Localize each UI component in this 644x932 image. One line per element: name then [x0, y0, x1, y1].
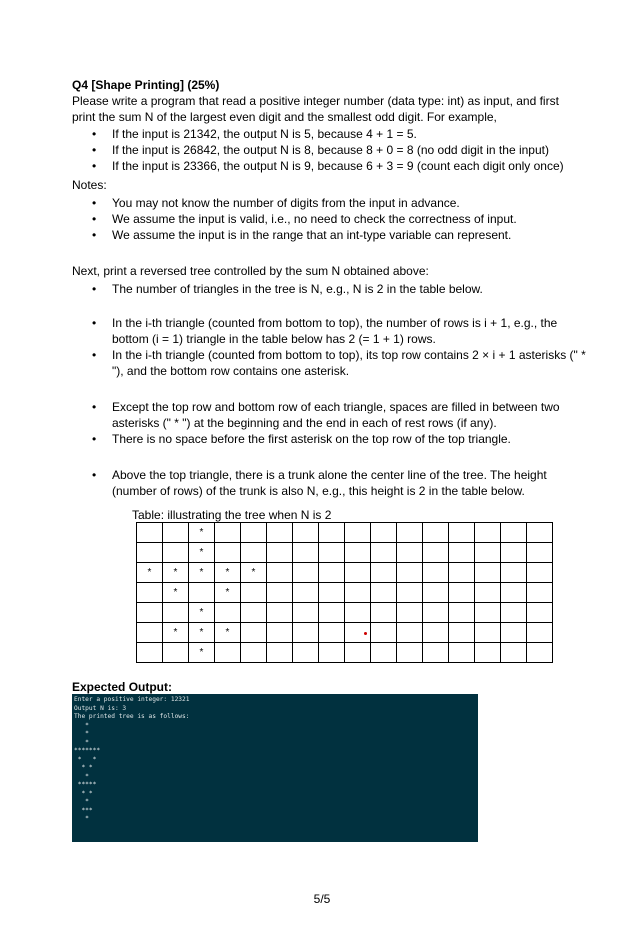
table-cell	[137, 523, 163, 543]
table-cell	[345, 563, 371, 583]
table-cell	[501, 643, 527, 663]
table-row	[137, 543, 553, 563]
table-cell	[319, 543, 345, 563]
intro-line-1: Please write a program that read a positive integer number (data type: int) as input, and first	[72, 94, 559, 108]
list-item: • If the input is 21342, the output N is 5, because 4 + 1 = 5.	[72, 126, 592, 142]
table-cell	[163, 523, 189, 543]
table-row	[137, 563, 553, 583]
terminal-line: *******	[74, 747, 101, 754]
terminal-line: ***	[74, 806, 93, 814]
table-cell	[137, 603, 163, 623]
table-cell	[371, 523, 397, 543]
table-cell	[527, 523, 553, 543]
table-cell	[449, 623, 475, 643]
table-cell	[267, 583, 293, 603]
table-row	[137, 643, 553, 663]
list-item: • If the input is 26842, the output N is 8, because 8 + 0 = 8 (no odd digit in the input)	[72, 142, 592, 158]
table-cell	[449, 583, 475, 603]
table-cell	[241, 583, 267, 603]
table-cell	[215, 643, 241, 663]
tree-rules-b	[72, 315, 592, 379]
table-cell	[527, 583, 553, 603]
table-cell	[215, 543, 241, 563]
list-item: • You may not know the number of digits from the input in advance.	[72, 195, 592, 211]
table-cell	[397, 543, 423, 563]
notes-label: Notes:	[72, 178, 107, 192]
table-cell	[423, 643, 449, 663]
table-cell	[423, 543, 449, 563]
tree-table	[136, 522, 553, 663]
table-cell: *	[215, 623, 241, 643]
table-row	[137, 623, 553, 643]
terminal-line: *	[74, 721, 89, 729]
list-item: • There is no space before the first asterisk on the top row of the top triangle.	[72, 431, 592, 447]
table-cell	[527, 563, 553, 583]
terminal-line: Output N is: 3	[74, 704, 127, 712]
table-cell	[189, 583, 215, 603]
table-cell	[293, 643, 319, 663]
table-cell	[241, 643, 267, 663]
table-cell	[215, 523, 241, 543]
table-cell: *	[189, 543, 215, 563]
list-item: • Except the top row and bottom row of each triangle, spaces are filled in between two asterisks (" * ") at the beginning and the end in each of rest rows (if any).	[72, 399, 592, 431]
table-cell: *	[215, 583, 241, 603]
table-cell	[345, 523, 371, 543]
notes-list	[72, 195, 592, 243]
intro-paragraph	[72, 93, 592, 125]
table-cell	[241, 623, 267, 643]
table-cell	[501, 623, 527, 643]
table-cell	[319, 583, 345, 603]
table-cell	[137, 543, 163, 563]
terminal-line: *	[74, 772, 89, 780]
table-cell	[267, 603, 293, 623]
list-item: • In the i-th triangle (counted from bottom to top), the number of rows is i + 1, e.g., the bottom (i = 1) triangle in the table below has 2 (= 1 + 1) rows.	[72, 315, 592, 347]
table-cell	[293, 523, 319, 543]
table-cell	[397, 603, 423, 623]
table-caption: Table: illustrating the tree when N is 2	[132, 508, 332, 522]
table-cell	[345, 643, 371, 663]
table-cell: *	[189, 643, 215, 663]
table-cell	[319, 563, 345, 583]
table-cell	[475, 583, 501, 603]
table-cell	[397, 643, 423, 663]
table-cell	[345, 603, 371, 623]
table-cell	[501, 603, 527, 623]
list-item: • We assume the input is in the range that an int-type variable can represent.	[72, 227, 592, 243]
table-cell	[475, 563, 501, 583]
terminal-line: *	[74, 738, 89, 746]
terminal-line: *****	[74, 781, 97, 788]
table-cell	[423, 603, 449, 623]
table-cell	[215, 603, 241, 623]
table-row	[137, 523, 553, 543]
table-cell: *	[215, 563, 241, 583]
table-cell	[267, 643, 293, 663]
table-cell	[475, 543, 501, 563]
tree-rules-a	[72, 281, 592, 297]
table-cell	[371, 603, 397, 623]
table-cell	[319, 603, 345, 623]
table-cell: *	[189, 523, 215, 543]
table-cell	[319, 643, 345, 663]
table-cell	[423, 583, 449, 603]
list-item: • Above the top triangle, there is a trunk alone the center line of the tree. The height (number of rows) of the trunk is also N, e.g., this height is 2 in the table below.	[72, 467, 592, 499]
table-cell	[501, 523, 527, 543]
table-cell	[423, 563, 449, 583]
table-cell	[137, 583, 163, 603]
terminal-line: * *	[74, 764, 93, 771]
table-cell	[475, 603, 501, 623]
table-row	[137, 583, 553, 603]
table-cell: *	[241, 563, 267, 583]
terminal-line: *	[74, 730, 89, 737]
table-cell: *	[189, 603, 215, 623]
table-cell	[241, 523, 267, 543]
question-heading: Q4 [Shape Printing] (25%)	[72, 78, 220, 92]
table-cell	[397, 623, 423, 643]
list-item: • We assume the input is valid, i.e., no need to check the correctness of input.	[72, 211, 592, 227]
table-cell	[293, 623, 319, 643]
table-cell	[345, 543, 371, 563]
table-cell	[397, 563, 423, 583]
table-cell	[267, 523, 293, 543]
table-cell	[527, 603, 553, 623]
table-cell	[293, 583, 319, 603]
table-cell	[267, 623, 293, 643]
expected-output-label: Expected Output:	[72, 680, 173, 694]
table-cell	[501, 583, 527, 603]
terminal-line: * *	[74, 755, 97, 763]
table-cell	[423, 623, 449, 643]
table-cell	[449, 603, 475, 623]
table-cell	[501, 543, 527, 563]
table-cell: *	[189, 623, 215, 643]
table-cell	[241, 603, 267, 623]
table-cell: *	[163, 563, 189, 583]
table-cell	[137, 643, 163, 663]
table-row	[137, 603, 553, 623]
table-cell	[163, 543, 189, 563]
table-cell	[371, 623, 397, 643]
page-number: 5/5	[313, 892, 331, 906]
table-cell	[267, 543, 293, 563]
tree-rules-d	[72, 467, 592, 499]
table-cell	[527, 643, 553, 663]
terminal-line: * *	[74, 789, 93, 797]
table-cell	[527, 543, 553, 563]
list-item: • The number of triangles in the tree is N, e.g., N is 2 in the table below.	[72, 281, 592, 297]
table-cell	[397, 583, 423, 603]
terminal-line: Enter a positive integer: 12321	[74, 696, 190, 703]
tree-rules-c	[72, 399, 592, 447]
terminal-line: The printed tree is as follows:	[74, 713, 190, 720]
terminal-line: *	[74, 815, 89, 822]
table-cell	[371, 563, 397, 583]
intro-line-2: print the sum N of the largest even digit and the smallest odd digit. For example,	[72, 110, 497, 124]
list-item: • In the i-th triangle (counted from bottom to top), its top row contains 2 × i + 1 asterisks (" * "), and the bottom row contains one asterisk.	[72, 347, 592, 379]
table-cell: *	[163, 583, 189, 603]
examples-list	[72, 126, 592, 174]
table-cell	[475, 623, 501, 643]
table-cell	[449, 523, 475, 543]
table-cell	[293, 603, 319, 623]
table-cell: *	[189, 563, 215, 583]
tree-intro: Next, print a reversed tree controlled by the sum N obtained above:	[72, 264, 429, 278]
table-cell	[319, 523, 345, 543]
table-cell	[293, 563, 319, 583]
red-mark	[364, 632, 367, 635]
table-cell	[371, 543, 397, 563]
table-cell	[163, 603, 189, 623]
table-cell	[449, 563, 475, 583]
table-cell	[267, 563, 293, 583]
table-cell	[475, 643, 501, 663]
table-cell	[475, 523, 501, 543]
terminal-line: *	[74, 798, 89, 805]
table-cell	[449, 543, 475, 563]
table-cell	[371, 643, 397, 663]
list-item: • If the input is 23366, the output N is 9, because 6 + 3 = 9 (count each digit only once)	[72, 158, 592, 174]
table-cell	[449, 643, 475, 663]
table-cell	[371, 583, 397, 603]
table-cell	[397, 523, 423, 543]
table-cell	[501, 563, 527, 583]
table-cell	[423, 523, 449, 543]
table-cell	[527, 623, 553, 643]
table-cell	[293, 543, 319, 563]
table-cell	[241, 543, 267, 563]
table-cell	[137, 623, 163, 643]
terminal-text	[72, 694, 478, 826]
table-cell: *	[137, 563, 163, 583]
terminal-output	[72, 694, 478, 842]
table-cell: *	[163, 623, 189, 643]
table-cell	[163, 643, 189, 663]
table-cell	[345, 583, 371, 603]
table-cell	[319, 623, 345, 643]
